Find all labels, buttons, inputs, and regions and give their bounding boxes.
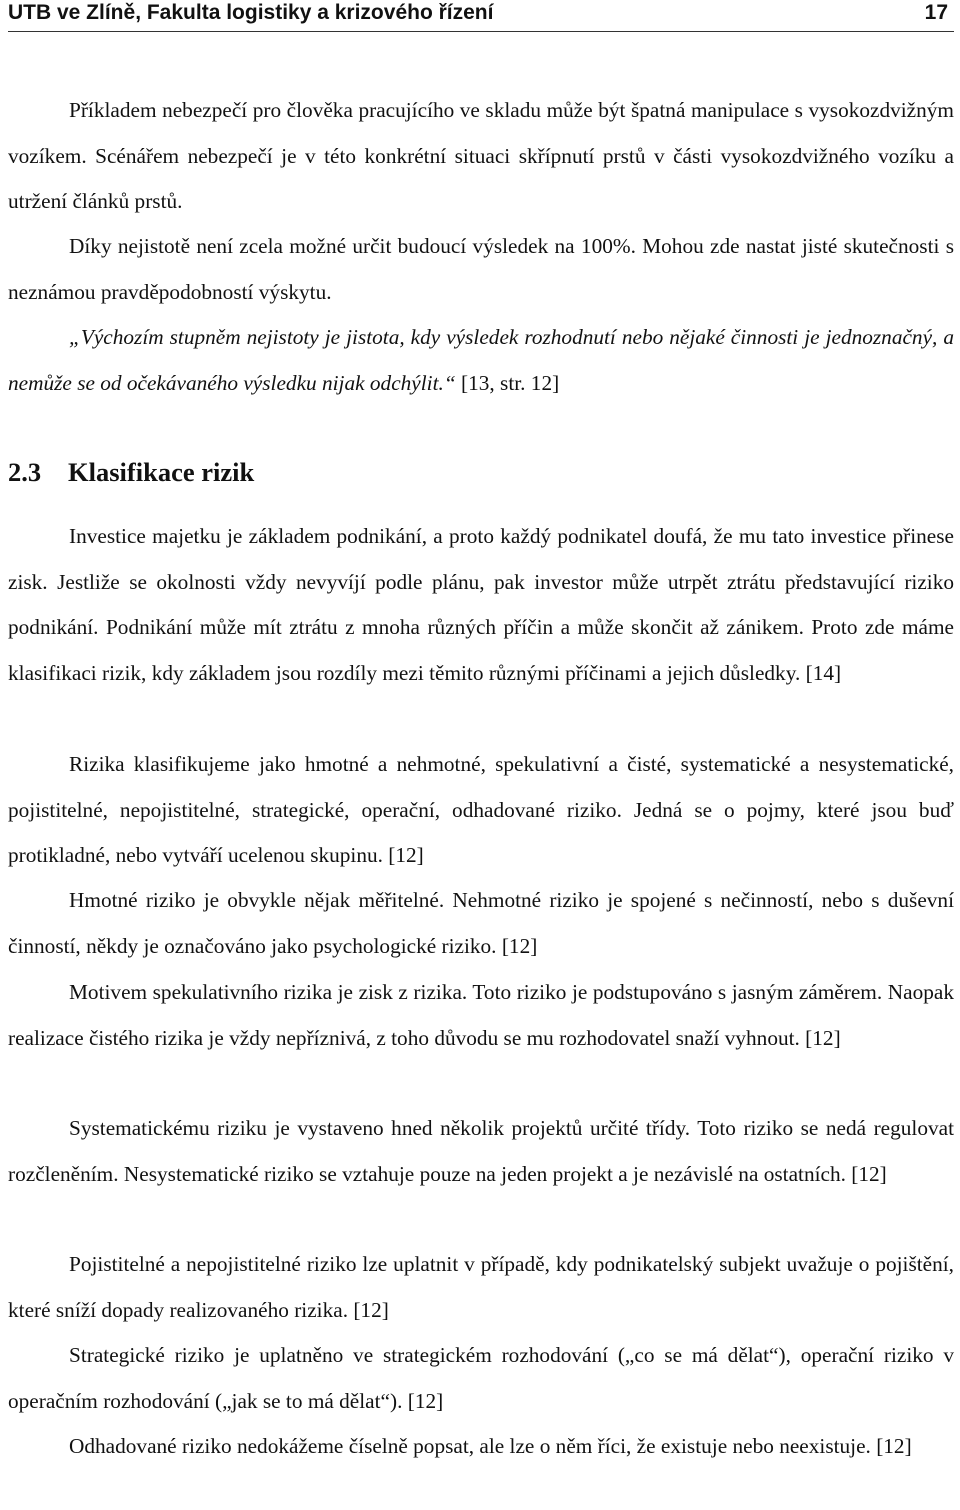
section-heading <box>8 454 254 490</box>
paragraph-systematic-risk <box>8 1106 954 1197</box>
paragraph-tangible-risk <box>8 878 954 969</box>
section-title: Klasifikace rizik <box>68 457 255 487</box>
paragraph-speculative-risk <box>8 970 954 1061</box>
paragraph-investment <box>8 514 954 696</box>
paragraph-classification <box>8 742 954 879</box>
paragraph-text: Systematickému riziku je vystaveno hned několik projektů určité třídy. Toto riziko se nedá regulovat rozčleněním. Nesystematické riziko se vztahuje pouze na jeden projekt a je nezávislé na ostatních. [12] <box>8 1116 954 1186</box>
paragraph-text: Příkladem nebezpečí pro člověka pracujícího ve skladu může být špatná manipulace s vysokozdvižným vozíkem. Scénářem nebezpečí je v této konkrétní situaci skřípnutí prstů v části vysokozdvižného vozíku a utržení článků prstů. <box>8 98 954 213</box>
document-page <box>8 0 954 1510</box>
paragraph-text: Pojistitelné a nepojistitelné riziko lze uplatnit v případě, kdy podnikatelský subjekt uvažuje o pojištění, které sníží dopady realizovaného rizika. [12] <box>8 1252 954 1322</box>
page-header <box>8 0 954 26</box>
paragraph-uncertainty <box>8 224 954 315</box>
paragraph-strategic-risk <box>8 1333 954 1424</box>
quote-text: „Výchozím stupněm nejistoty je jistota, kdy výsledek rozhodnutí nebo nějaké činnosti je jednoznačný, a nemůže se od očekávaného výsledku nijak odchýlit.“ <box>8 325 954 395</box>
citation: [13, str. 12] <box>455 370 560 395</box>
section-number: 2.3 <box>8 457 42 487</box>
paragraph-forklift-example <box>8 88 954 225</box>
paragraph-text: Motivem spekulativního rizika je zisk z rizika. Toto riziko je podstupováno s jasným záměrem. Naopak realizace čistého rizika je vždy nepříznivá, z toho důvodu se mu rozhodovatel snaží vyhnout. [12] <box>8 980 954 1050</box>
page-number: 17 <box>924 1 948 24</box>
paragraph-insurable-risk <box>8 1242 954 1333</box>
paragraph-text: Investice majetku je základem podnikání, a proto každý podnikatel doufá, že mu tato investice přinese zisk. Jestliže se okolnosti vždy nevyvíjí podle plánu, pak investor může utrpět ztrátu představující riziko podnikání. Podnikání může mít ztrátu z mnoha různých příčin a může skončit až zánikem. Proto zde máme klasifikaci rizik, kdy základem jsou rozdíly mezi těmito různými příčinami a jejich důsledky. [14] <box>8 524 954 685</box>
paragraph-text: Strategické riziko je uplatněno ve strategickém rozhodování („co se má dělat“), operační riziko v operačním rozhodování („jak se to má dělat“). [12] <box>8 1343 954 1413</box>
paragraph-text: Rizika klasifikujeme jako hmotné a nehmotné, spekulativní a čisté, systematické a nesystematické, pojistitelné, nepojistitelné, strategické, operační, odhadované riziko. Jedná se o pojmy, které jsou buď protikladné, nebo vytváří ucelenou skupinu. [12] <box>8 752 954 867</box>
paragraph-quote <box>8 315 954 406</box>
header-title: UTB ve Zlíně, Fakulta logistiky a krizového řízení <box>8 1 494 24</box>
paragraph-text: Hmotné riziko je obvykle nějak měřitelné. Nehmotné riziko je spojené s nečinností, nebo s duševní činností, někdy je označováno jako psychologické riziko. [12] <box>8 888 954 958</box>
paragraph-text: Odhadované riziko nedokážeme číselně popsat, ale lze o něm říci, že existuje nebo neexistuje. [12] <box>69 1434 912 1458</box>
paragraph-estimated-risk <box>8 1424 954 1470</box>
header-rule <box>8 31 954 32</box>
paragraph-text: Díky nejistotě není zcela možné určit budoucí výsledek na 100%. Mohou zde nastat jisté skutečnosti s neznámou pravděpodobností výskytu. <box>8 234 954 304</box>
